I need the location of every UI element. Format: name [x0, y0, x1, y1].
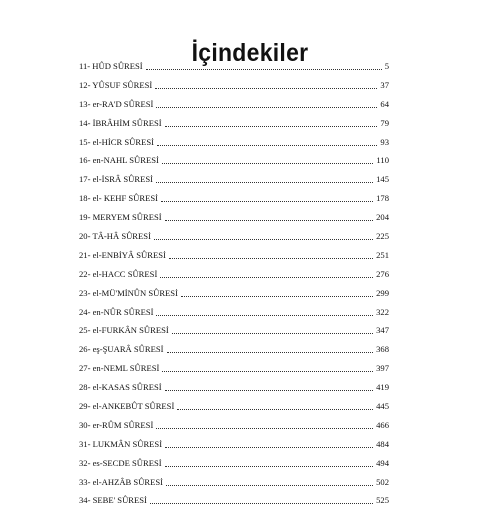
- dot-leader: [169, 248, 373, 259]
- toc-entry[interactable]: [79, 397, 389, 416]
- toc-entry-title: 34- SEBE' SÛRESİ: [79, 495, 147, 506]
- toc-page-number: 299: [376, 287, 389, 298]
- toc-entry-title: 26- eş-ŞUARÂ SÛRESİ: [79, 344, 164, 355]
- toc-page-number: 484: [376, 438, 389, 449]
- dot-leader: [165, 210, 374, 221]
- toc-page-number: 251: [376, 249, 389, 260]
- toc-entry-title: 20- TÂ-HÂ SÛRESİ: [79, 231, 151, 242]
- toc-entry-title: 23- el-MÜ'MİNÛN SÛRESİ: [79, 287, 178, 298]
- dot-leader: [161, 191, 373, 202]
- dot-leader: [150, 493, 373, 504]
- toc-page-number: 525: [376, 495, 389, 506]
- toc-page-number: 204: [376, 212, 389, 223]
- dot-leader: [165, 456, 374, 467]
- toc-page-number: 79: [380, 117, 389, 128]
- toc-entry[interactable]: [79, 227, 389, 246]
- toc-page-number: 445: [376, 401, 389, 412]
- dot-leader: [160, 267, 373, 278]
- dot-leader: [156, 172, 373, 183]
- toc-page-number: 64: [380, 98, 389, 109]
- page-title: İçindekiler: [191, 38, 309, 67]
- toc-page-number: 145: [376, 174, 389, 185]
- toc-entry-title: 14- İBRÂHİM SÛRESİ: [79, 117, 162, 128]
- toc-entry[interactable]: [79, 170, 389, 189]
- toc-page-number: 37: [380, 79, 389, 90]
- toc-entry-title: 32- es-SECDE SÛRESİ: [79, 457, 162, 468]
- dot-leader: [157, 135, 377, 146]
- toc-entry-title: 16- en-NAHL SÛRESİ: [79, 155, 159, 166]
- toc-entry-title: 27- en-NEML SÛRESİ: [79, 363, 160, 374]
- toc-entry[interactable]: [79, 246, 389, 265]
- dot-leader: [166, 475, 373, 486]
- toc-page-number: 397: [376, 363, 389, 374]
- toc-entry-title: 12- YÛSUF SÛRESİ: [79, 79, 153, 90]
- dot-leader: [154, 229, 373, 240]
- dot-leader: [181, 286, 373, 297]
- toc-entry-title: 24- en-NÛR SÛRESİ: [79, 306, 154, 317]
- dot-leader: [165, 116, 378, 127]
- toc-page-number: 178: [376, 193, 389, 204]
- toc-entry-title: 11- HÛD SÛRESİ: [79, 61, 143, 71]
- toc-page-number: 276: [376, 268, 389, 279]
- toc-entry[interactable]: [79, 189, 389, 208]
- toc-entry-title: 30- er-RÛM SÛRESİ: [79, 419, 154, 430]
- toc-page-number: 502: [376, 476, 389, 487]
- toc-page-number: 419: [376, 382, 389, 393]
- toc-entry[interactable]: [79, 265, 389, 284]
- toc-entry-title: 31- LUKMÂN SÛRESİ: [79, 438, 163, 449]
- toc-entry-title: 29- el-ANKEBÛT SÛRESİ: [79, 401, 175, 412]
- toc-page-number: 110: [376, 155, 389, 166]
- toc-entry[interactable]: [79, 359, 389, 378]
- toc-entry[interactable]: [79, 57, 389, 76]
- toc-page-number: 466: [376, 419, 389, 430]
- dot-leader: [156, 305, 373, 316]
- toc-page-number: 347: [376, 325, 389, 336]
- toc-page-number: 368: [376, 344, 389, 355]
- toc-page-number: 5: [384, 61, 389, 71]
- toc-entry[interactable]: [79, 416, 389, 435]
- toc-entry[interactable]: [79, 76, 389, 95]
- toc-entry-title: 19- MERYEM SÛRESİ: [79, 212, 162, 223]
- toc-page-number: 93: [380, 136, 389, 147]
- toc-page-number: 494: [376, 457, 389, 468]
- toc-page-number: 225: [376, 231, 389, 242]
- toc-entry[interactable]: [79, 491, 389, 510]
- toc-page-number: 322: [376, 306, 389, 317]
- toc-entry-title: 28- el-KASAS SÛRESİ: [79, 382, 162, 393]
- toc-entry[interactable]: [79, 114, 389, 133]
- toc-entry[interactable]: [79, 133, 389, 152]
- toc-entry[interactable]: [79, 208, 389, 227]
- toc-entry-title: 25- el-FURKÂN SÛRESİ: [79, 325, 169, 336]
- toc-entry-title: 17- el-İSRÂ SÛRESİ: [79, 174, 154, 185]
- dot-leader: [165, 380, 374, 391]
- dot-leader: [162, 153, 374, 164]
- toc-entry[interactable]: [79, 454, 389, 473]
- toc-entry[interactable]: [79, 435, 389, 454]
- toc-entry-title: 21- el-ENBİYÂ SÛRESİ: [79, 249, 166, 260]
- dot-leader: [162, 361, 373, 372]
- toc-entry[interactable]: [79, 378, 389, 397]
- dot-leader: [155, 78, 377, 89]
- toc-entry[interactable]: [79, 303, 389, 322]
- toc-entry[interactable]: [79, 340, 389, 359]
- toc-entry-title: 33- el-AHZÂB SÛRESİ: [79, 476, 164, 487]
- toc-entry[interactable]: [79, 151, 389, 170]
- toc-entry[interactable]: [79, 473, 389, 492]
- toc-entry-title: 15- el-HİCR SÛRESİ: [79, 136, 154, 147]
- dot-leader: [156, 97, 377, 108]
- toc-entry[interactable]: [79, 321, 389, 340]
- dot-leader: [156, 418, 373, 429]
- toc-entry-title: 13- er-RA'D SÛRESİ: [79, 98, 154, 109]
- dot-leader: [146, 59, 382, 70]
- toc-entry-title: 22- el-HACC SÛRESİ: [79, 268, 158, 279]
- dot-leader: [165, 437, 373, 448]
- table-of-contents: [79, 57, 389, 510]
- dot-leader: [167, 342, 374, 353]
- toc-entry-title: 18- el- KEHF SÛRESİ: [79, 193, 159, 204]
- dot-leader: [177, 399, 373, 410]
- toc-entry[interactable]: [79, 284, 389, 303]
- dot-leader: [172, 323, 373, 334]
- toc-entry[interactable]: [79, 95, 389, 114]
